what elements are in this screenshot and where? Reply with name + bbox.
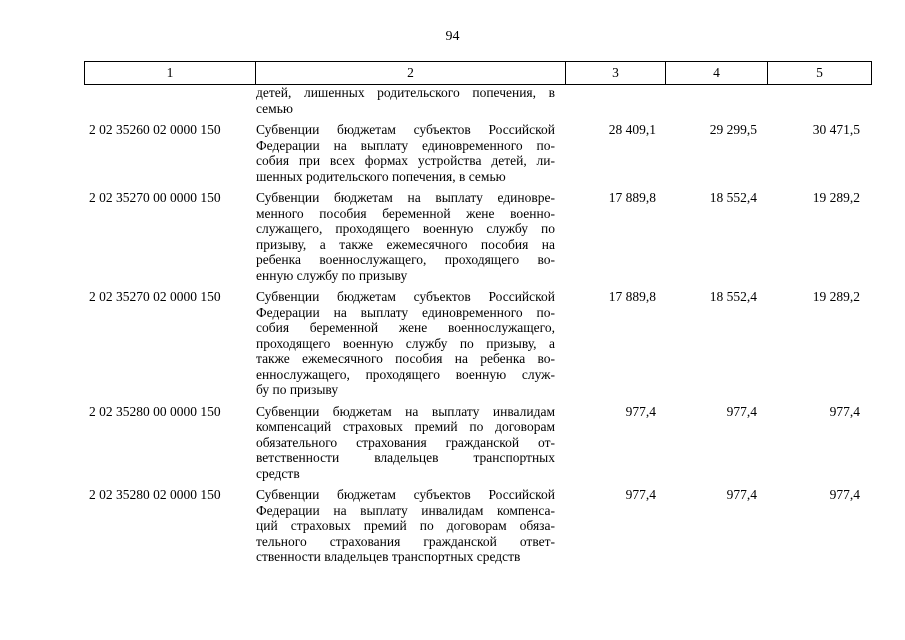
column-header-1: 1: [85, 62, 256, 85]
continued-row: [84, 85, 866, 116]
code-cell: 2 02 35280 02 0000 150: [89, 487, 221, 502]
column-header-4: 4: [666, 62, 768, 85]
table-row: [84, 404, 866, 482]
name-line: енную службу по призыву: [256, 267, 408, 283]
value-col5: 977,4: [829, 403, 860, 419]
name-line: Федерации на выплату инвалидам компенса-: [256, 502, 555, 518]
column-header-row: [85, 62, 872, 85]
name-cell: [254, 404, 563, 482]
name-line: служащего, проходящего военную службу по: [256, 221, 555, 236]
name-line: шенных родительского попечения, в семью: [256, 168, 506, 184]
name-line: бу по призыву: [256, 382, 339, 397]
name-line: проходящего военную службу по призыву, а: [256, 335, 555, 351]
value-col3: 28 409,1: [608, 122, 656, 137]
name-line: Субвенции бюджетам субъектов Российской: [256, 487, 555, 502]
name-cell: [254, 487, 563, 565]
value-col5: 977,4: [829, 487, 860, 502]
name-line: семью: [256, 100, 293, 116]
column-header-3: 3: [566, 62, 666, 85]
column-header-5: 5: [768, 62, 872, 85]
column-header-table: [84, 61, 872, 85]
name-line: компенсаций страховых премий по договорам: [256, 419, 555, 434]
table-row: [84, 122, 866, 184]
page-number: 94: [445, 29, 460, 44]
table-row: [84, 289, 866, 398]
name-line: ственности владельцев транспортных средств: [256, 549, 521, 564]
value-col3: 977,4: [625, 403, 656, 419]
name-line: Субвенции бюджетам субъектов Российской: [256, 289, 555, 304]
name-line: призыву, а также ежемесячного пособия на: [256, 236, 555, 252]
table-row: [84, 487, 866, 565]
value-col4: 18 552,4: [709, 289, 757, 304]
name-cell: [254, 122, 563, 184]
code-cell: 2 02 35280 00 0000 150: [89, 403, 221, 419]
name-line: тельного страхования гражданской ответ-: [256, 533, 555, 549]
value-col3: 17 889,8: [608, 289, 656, 304]
code-cell: 2 02 35270 02 0000 150: [89, 289, 221, 304]
value-col5: 19 289,2: [812, 190, 860, 205]
name-line: ребенка военнослужащего, проходящего во-: [256, 252, 555, 267]
name-line: Федерации на выплату единовременного по-: [256, 137, 555, 153]
name-line: менного пособия беременной жене военно-: [256, 205, 555, 221]
code-cell: 2 02 35270 00 0000 150: [89, 190, 221, 205]
name-line: также ежемесячного пособия на ребенка во-: [256, 351, 555, 366]
value-col3: 977,4: [625, 487, 656, 502]
table-row: [84, 190, 866, 283]
name-line: Субвенции бюджетам на выплату единовре-: [256, 190, 555, 205]
name-line: обязательного страхования гражданской от-: [256, 434, 555, 450]
value-col3: 17 889,8: [608, 190, 656, 205]
name-line: средств: [256, 465, 300, 481]
name-line: ций страховых премий по договорам обяза-: [256, 518, 555, 533]
name-cell: [254, 190, 563, 283]
table-body: [84, 85, 866, 565]
column-header-2: 2: [256, 62, 566, 85]
value-col4: 977,4: [726, 403, 757, 419]
value-col4: 977,4: [726, 487, 757, 502]
name-line: Федерации на выплату единовременного по-: [256, 304, 555, 320]
name-line: ветственности владельцев транспортных: [256, 450, 555, 465]
value-col4: 18 552,4: [709, 190, 757, 205]
code-cell: 2 02 35260 02 0000 150: [89, 122, 221, 137]
name-cell: [254, 85, 563, 116]
name-cell: [254, 289, 563, 398]
name-line: собия при всех формах устройства детей, ли-: [256, 153, 555, 168]
name-line: Субвенции бюджетам субъектов Российской: [256, 122, 555, 137]
value-col5: 30 471,5: [812, 122, 860, 137]
value-col4: 29 299,5: [709, 122, 757, 137]
value-col5: 19 289,2: [812, 289, 860, 304]
name-line: еннослужащего, проходящего военную служ-: [256, 366, 555, 382]
name-line: детей, лишенных родительского попечения, в: [256, 85, 555, 100]
name-line: собия беременной жене военнослужащего,: [256, 320, 555, 335]
name-line: Субвенции бюджетам на выплату инвалидам: [256, 403, 555, 419]
